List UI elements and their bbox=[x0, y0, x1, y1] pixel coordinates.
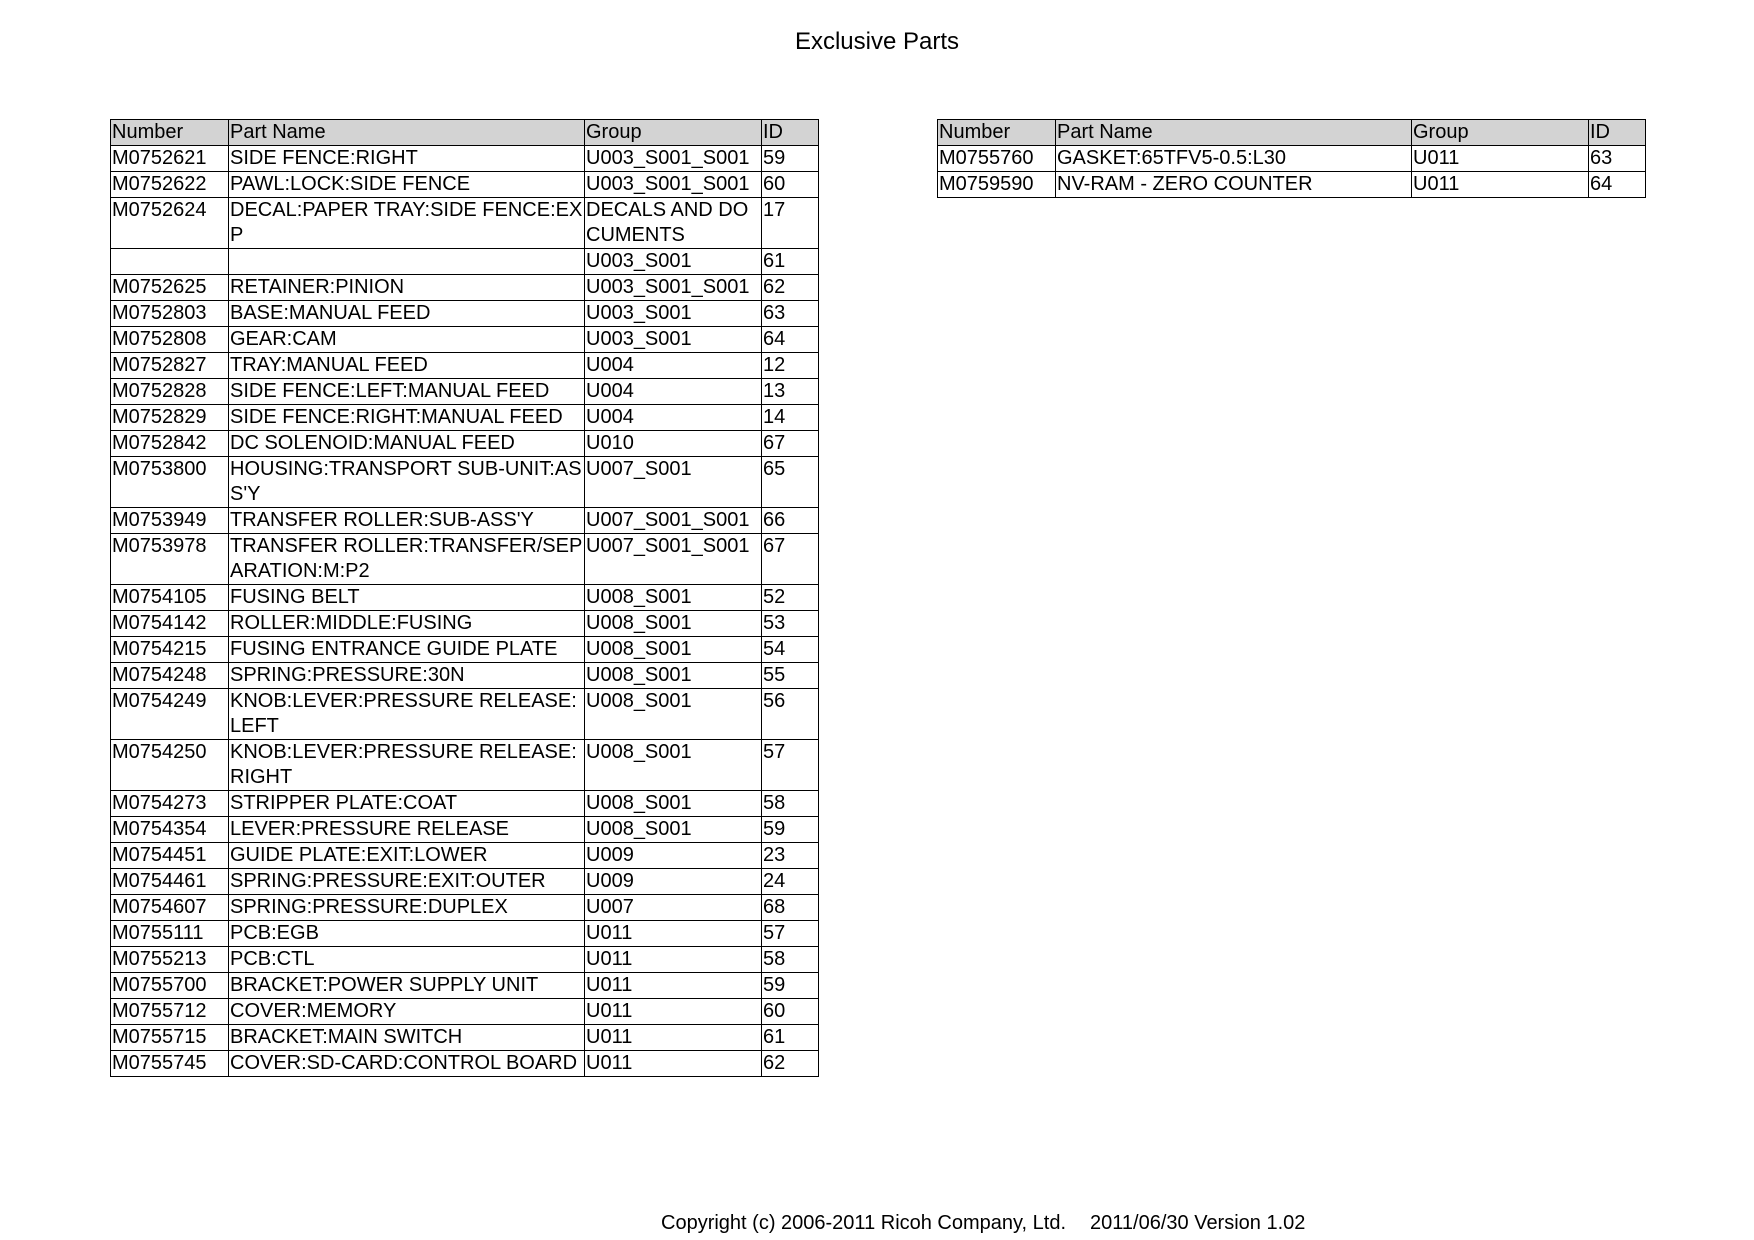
table-row bbox=[111, 146, 819, 172]
table-row bbox=[111, 740, 819, 791]
cell-number: M0755760 bbox=[938, 146, 1056, 172]
table-row bbox=[111, 249, 819, 275]
cell-part-name: DC SOLENOID:MANUAL FEED bbox=[229, 431, 585, 457]
table-row bbox=[111, 301, 819, 327]
cell-id: 59 bbox=[762, 973, 819, 999]
cell-part-name: STRIPPER PLATE:COAT bbox=[229, 791, 585, 817]
cell-group: U007_S001_S001 bbox=[585, 534, 762, 585]
cell-part-name: NV-RAM - ZERO COUNTER bbox=[1056, 172, 1412, 198]
copyright-text: Copyright (c) 2006-2011 Ricoh Company, Ltd. bbox=[661, 1212, 1067, 1234]
table-row bbox=[111, 947, 819, 973]
cell-id: 12 bbox=[762, 353, 819, 379]
table-row bbox=[111, 869, 819, 895]
cell-part-name: SIDE FENCE:RIGHT bbox=[229, 146, 585, 172]
cell-part-name: DECAL:PAPER TRAY:SIDE FENCE:EXP bbox=[229, 198, 585, 249]
cell-id: 53 bbox=[762, 611, 819, 637]
table-row bbox=[938, 172, 1646, 198]
table-row bbox=[111, 327, 819, 353]
cell-group: U003_S001_S001 bbox=[585, 172, 762, 198]
cell-number: M0755111 bbox=[111, 921, 229, 947]
cell-number: M0754273 bbox=[111, 791, 229, 817]
parts-table-left-body bbox=[111, 146, 819, 1077]
cell-id: 62 bbox=[762, 1051, 819, 1077]
cell-part-name: PCB:CTL bbox=[229, 947, 585, 973]
cell-id: 13 bbox=[762, 379, 819, 405]
cell-group: U003_S001 bbox=[585, 327, 762, 353]
cell-group: U003_S001 bbox=[585, 301, 762, 327]
table-row bbox=[111, 689, 819, 740]
cell-id: 56 bbox=[762, 689, 819, 740]
cell-id: 58 bbox=[762, 947, 819, 973]
cell-group: U010 bbox=[585, 431, 762, 457]
cell-part-name: HOUSING:TRANSPORT SUB-UNIT:ASS'Y bbox=[229, 457, 585, 508]
cell-number: M0754105 bbox=[111, 585, 229, 611]
cell-id: 61 bbox=[762, 1025, 819, 1051]
table-row bbox=[111, 353, 819, 379]
cell-number: M0754461 bbox=[111, 869, 229, 895]
cell-id: 14 bbox=[762, 405, 819, 431]
cell-number: M0754451 bbox=[111, 843, 229, 869]
cell-group: U004 bbox=[585, 405, 762, 431]
table-row bbox=[111, 534, 819, 585]
cell-part-name: TRAY:MANUAL FEED bbox=[229, 353, 585, 379]
cell-number: M0755213 bbox=[111, 947, 229, 973]
cell-part-name: SPRING:PRESSURE:EXIT:OUTER bbox=[229, 869, 585, 895]
table-row bbox=[111, 921, 819, 947]
cell-number: M0752803 bbox=[111, 301, 229, 327]
cell-id: 64 bbox=[762, 327, 819, 353]
cell-id: 63 bbox=[762, 301, 819, 327]
cell-id: 63 bbox=[1589, 146, 1646, 172]
table-row bbox=[111, 431, 819, 457]
cell-group: U003_S001_S001 bbox=[585, 146, 762, 172]
table-row bbox=[111, 611, 819, 637]
table-row bbox=[111, 405, 819, 431]
cell-group: U011 bbox=[1412, 172, 1589, 198]
cell-id: 58 bbox=[762, 791, 819, 817]
cell-part-name: FUSING BELT bbox=[229, 585, 585, 611]
cell-id: 59 bbox=[762, 817, 819, 843]
version-text: 2011/06/30 Version 1.02 bbox=[1090, 1212, 1306, 1234]
cell-number: M0754142 bbox=[111, 611, 229, 637]
cell-part-name: TRANSFER ROLLER:TRANSFER/SEPARATION:M:P2 bbox=[229, 534, 585, 585]
cell-number: M0752827 bbox=[111, 353, 229, 379]
table-row bbox=[111, 843, 819, 869]
cell-group: U011 bbox=[1412, 146, 1589, 172]
cell-id: 59 bbox=[762, 146, 819, 172]
cell-number: M0752829 bbox=[111, 405, 229, 431]
cell-part-name: LEVER:PRESSURE RELEASE bbox=[229, 817, 585, 843]
cell-number: M0754607 bbox=[111, 895, 229, 921]
cell-group: U004 bbox=[585, 353, 762, 379]
cell-number: M0753800 bbox=[111, 457, 229, 508]
cell-number: M0752624 bbox=[111, 198, 229, 249]
cell-number: M0753949 bbox=[111, 508, 229, 534]
cell-group: U008_S001 bbox=[585, 791, 762, 817]
cell-number: M0752625 bbox=[111, 275, 229, 301]
cell-number: M0754248 bbox=[111, 663, 229, 689]
cell-id: 66 bbox=[762, 508, 819, 534]
table-row bbox=[111, 999, 819, 1025]
table-row bbox=[111, 172, 819, 198]
cell-number: M0754249 bbox=[111, 689, 229, 740]
cell-part-name: GASKET:65TFV5-0.5:L30 bbox=[1056, 146, 1412, 172]
cell-id: 55 bbox=[762, 663, 819, 689]
cell-number: M0755715 bbox=[111, 1025, 229, 1051]
cell-group: U011 bbox=[585, 1025, 762, 1051]
cell-part-name: TRANSFER ROLLER:SUB-ASS'Y bbox=[229, 508, 585, 534]
table-row bbox=[111, 637, 819, 663]
cell-number: M0752621 bbox=[111, 146, 229, 172]
cell-id: 60 bbox=[762, 999, 819, 1025]
cell-part-name: BASE:MANUAL FEED bbox=[229, 301, 585, 327]
table-row bbox=[111, 457, 819, 508]
page-title: Exclusive Parts bbox=[794, 28, 960, 55]
cell-part-name: COVER:MEMORY bbox=[229, 999, 585, 1025]
cell-number: M0755700 bbox=[111, 973, 229, 999]
cell-group: U011 bbox=[585, 947, 762, 973]
cell-number: M0754354 bbox=[111, 817, 229, 843]
table-row bbox=[111, 1025, 819, 1051]
parts-table-right-body bbox=[938, 146, 1646, 198]
parts-table-left bbox=[110, 119, 819, 1077]
cell-number: M0755712 bbox=[111, 999, 229, 1025]
cell-part-name: BRACKET:MAIN SWITCH bbox=[229, 1025, 585, 1051]
cell-group: U008_S001 bbox=[585, 817, 762, 843]
header-group: Group bbox=[585, 120, 762, 146]
cell-id: 67 bbox=[762, 534, 819, 585]
cell-group: U011 bbox=[585, 1051, 762, 1077]
table-row bbox=[111, 379, 819, 405]
table-row bbox=[111, 585, 819, 611]
cell-group: U008_S001 bbox=[585, 663, 762, 689]
cell-part-name: GEAR:CAM bbox=[229, 327, 585, 353]
cell-id: 52 bbox=[762, 585, 819, 611]
parts-table-right bbox=[937, 119, 1646, 198]
cell-number: M0752828 bbox=[111, 379, 229, 405]
cell-group: U011 bbox=[585, 973, 762, 999]
cell-group: U008_S001 bbox=[585, 689, 762, 740]
header-part-name: Part Name bbox=[229, 120, 585, 146]
cell-id: 23 bbox=[762, 843, 819, 869]
cell-number bbox=[111, 249, 229, 275]
cell-id: 57 bbox=[762, 921, 819, 947]
cell-part-name: KNOB:LEVER:PRESSURE RELEASE:RIGHT bbox=[229, 740, 585, 791]
cell-id: 64 bbox=[1589, 172, 1646, 198]
cell-group: U011 bbox=[585, 921, 762, 947]
cell-part-name: SIDE FENCE:LEFT:MANUAL FEED bbox=[229, 379, 585, 405]
table-row bbox=[111, 973, 819, 999]
cell-group: U009 bbox=[585, 869, 762, 895]
cell-group: DECALS AND DOCUMENTS bbox=[585, 198, 762, 249]
header-id: ID bbox=[1589, 120, 1646, 146]
cell-number: M0754215 bbox=[111, 637, 229, 663]
cell-part-name: PAWL:LOCK:SIDE FENCE bbox=[229, 172, 585, 198]
header-number: Number bbox=[111, 120, 229, 146]
cell-number: M0752808 bbox=[111, 327, 229, 353]
cell-part-name bbox=[229, 249, 585, 275]
cell-group: U011 bbox=[585, 999, 762, 1025]
cell-id: 57 bbox=[762, 740, 819, 791]
cell-number: M0753978 bbox=[111, 534, 229, 585]
cell-group: U008_S001 bbox=[585, 585, 762, 611]
cell-number: M0759590 bbox=[938, 172, 1056, 198]
cell-part-name: KNOB:LEVER:PRESSURE RELEASE:LEFT bbox=[229, 689, 585, 740]
table-row bbox=[111, 1051, 819, 1077]
table-row bbox=[111, 791, 819, 817]
table-row bbox=[111, 663, 819, 689]
cell-part-name: PCB:EGB bbox=[229, 921, 585, 947]
cell-number: M0752622 bbox=[111, 172, 229, 198]
cell-group: U004 bbox=[585, 379, 762, 405]
header-id: ID bbox=[762, 120, 819, 146]
cell-part-name: SPRING:PRESSURE:DUPLEX bbox=[229, 895, 585, 921]
page-footer bbox=[661, 1211, 1305, 1236]
header-group: Group bbox=[1412, 120, 1589, 146]
cell-id: 65 bbox=[762, 457, 819, 508]
cell-part-name: COVER:SD-CARD:CONTROL BOARD bbox=[229, 1051, 585, 1077]
cell-id: 62 bbox=[762, 275, 819, 301]
cell-number: M0755745 bbox=[111, 1051, 229, 1077]
cell-id: 68 bbox=[762, 895, 819, 921]
cell-group: U003_S001_S001 bbox=[585, 275, 762, 301]
cell-id: 67 bbox=[762, 431, 819, 457]
cell-part-name: SIDE FENCE:RIGHT:MANUAL FEED bbox=[229, 405, 585, 431]
header-part-name: Part Name bbox=[1056, 120, 1412, 146]
header-row bbox=[111, 120, 819, 146]
table-row bbox=[111, 817, 819, 843]
table-row bbox=[938, 146, 1646, 172]
cell-group: U009 bbox=[585, 843, 762, 869]
cell-number: M0752842 bbox=[111, 431, 229, 457]
cell-id: 61 bbox=[762, 249, 819, 275]
table-row bbox=[111, 508, 819, 534]
cell-id: 17 bbox=[762, 198, 819, 249]
header-row bbox=[938, 120, 1646, 146]
cell-part-name: BRACKET:POWER SUPPLY UNIT bbox=[229, 973, 585, 999]
cell-group: U008_S001 bbox=[585, 611, 762, 637]
cell-group: U008_S001 bbox=[585, 740, 762, 791]
cell-part-name: SPRING:PRESSURE:30N bbox=[229, 663, 585, 689]
cell-part-name: GUIDE PLATE:EXIT:LOWER bbox=[229, 843, 585, 869]
cell-part-name: RETAINER:PINION bbox=[229, 275, 585, 301]
header-number: Number bbox=[938, 120, 1056, 146]
cell-id: 60 bbox=[762, 172, 819, 198]
cell-group: U007 bbox=[585, 895, 762, 921]
table-row bbox=[111, 895, 819, 921]
table-row bbox=[111, 198, 819, 249]
cell-group: U007_S001_S001 bbox=[585, 508, 762, 534]
cell-group: U007_S001 bbox=[585, 457, 762, 508]
cell-id: 24 bbox=[762, 869, 819, 895]
cell-group: U003_S001 bbox=[585, 249, 762, 275]
cell-part-name: FUSING ENTRANCE GUIDE PLATE bbox=[229, 637, 585, 663]
table-row bbox=[111, 275, 819, 301]
cell-part-name: ROLLER:MIDDLE:FUSING bbox=[229, 611, 585, 637]
cell-id: 54 bbox=[762, 637, 819, 663]
cell-number: M0754250 bbox=[111, 740, 229, 791]
cell-group: U008_S001 bbox=[585, 637, 762, 663]
